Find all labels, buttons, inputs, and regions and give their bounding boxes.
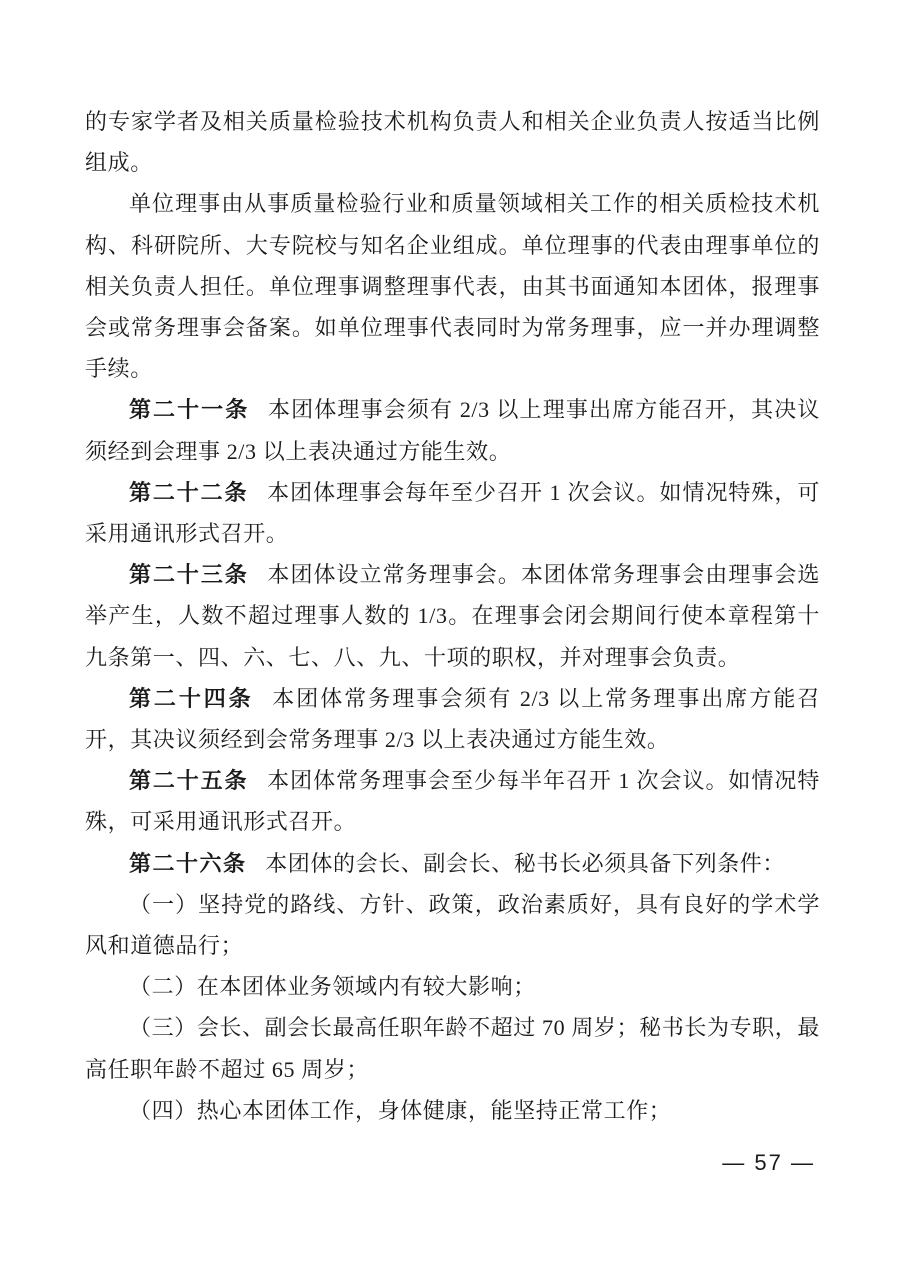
paragraph-article-25 — [85, 760, 820, 842]
paragraph-item-3 — [85, 1007, 820, 1089]
article-number: 第二十五条 — [129, 768, 249, 794]
paragraph-article-22 — [85, 472, 820, 554]
paragraph-text: 本团体常务理事会至少每半年召开 1 次会议。如情况特殊，可采用通讯形式召开。 — [85, 768, 820, 835]
paragraph-text: （三）会长、副会长最高任职年龄不超过 70 周岁；秘书长为专职，最高任职年龄不超过 65 周岁； — [85, 1015, 820, 1082]
paragraph-text: 本团体的会长、副会长、秘书长必须具备下列条件： — [265, 850, 786, 876]
paragraph-text: （二）在本团体业务领域内有较大影响； — [129, 974, 536, 1000]
paragraph — [85, 101, 820, 183]
article-number: 第二十二条 — [129, 479, 249, 505]
paragraph-article-24 — [85, 678, 820, 760]
article-number: 第二十一条 — [129, 397, 250, 423]
document-body — [85, 101, 820, 1131]
article-number: 第二十三条 — [129, 562, 249, 588]
paragraph-text: 本团体常务理事会须有 2/3 以上常务理事出席方能召开，其决议须经到会常务理事 2/3 以上表决通过方能生效。 — [85, 685, 820, 753]
paragraph-text: 本团体理事会须有 2/3 以上理事出席方能召开，其决议须经到会理事 2/3 以上表决通过方能生效。 — [85, 397, 820, 464]
article-number: 第二十四条 — [129, 685, 254, 711]
paragraph — [85, 183, 820, 389]
paragraph-article-21 — [85, 389, 820, 471]
paragraph-text: 的专家学者及相关质量检验技术机构负责人和相关企业负责人按适当比例组成。 — [85, 109, 820, 176]
paragraph-item-2 — [85, 966, 820, 1007]
paragraph-article-23 — [85, 554, 820, 678]
paragraph-item-1 — [85, 884, 820, 966]
paragraph-text: 本团体理事会每年至少召开 1 次会议。如情况特殊，可采用通讯形式召开。 — [85, 479, 820, 547]
paragraph-article-26 — [85, 843, 820, 884]
article-number: 第二十六条 — [129, 850, 247, 876]
paragraph-text: （一）坚持党的路线、方针、政策，政治素质好，具有良好的学术学风和道德品行； — [85, 891, 820, 959]
paragraph-text: 单位理事由从事质量检验行业和质量领域相关工作的相关质检技术机构、科研院所、大专院校与知名企业组成。单位理事的代表由理事单位的相关负责人担任。单位理事调整理事代表，由其书面通知本团体，报理事会或常务理事会备案。如单位理事代表同时为常务理事，应一并办理调整手续。 — [85, 191, 820, 382]
paragraph-text: （四）热心本团体工作，身体健康，能坚持正常工作； — [129, 1097, 672, 1123]
paragraph-item-4 — [85, 1090, 820, 1131]
page-number: — 57 — — [722, 1150, 815, 1175]
paragraph-text: 本团体设立常务理事会。本团体常务理事会由理事会选举产生，人数不超过理事人数的 1/3。在理事会闭会期间行使本章程第十九条第一、四、六、七、八、九、十项的职权，并对理事会负责。 — [85, 562, 820, 670]
